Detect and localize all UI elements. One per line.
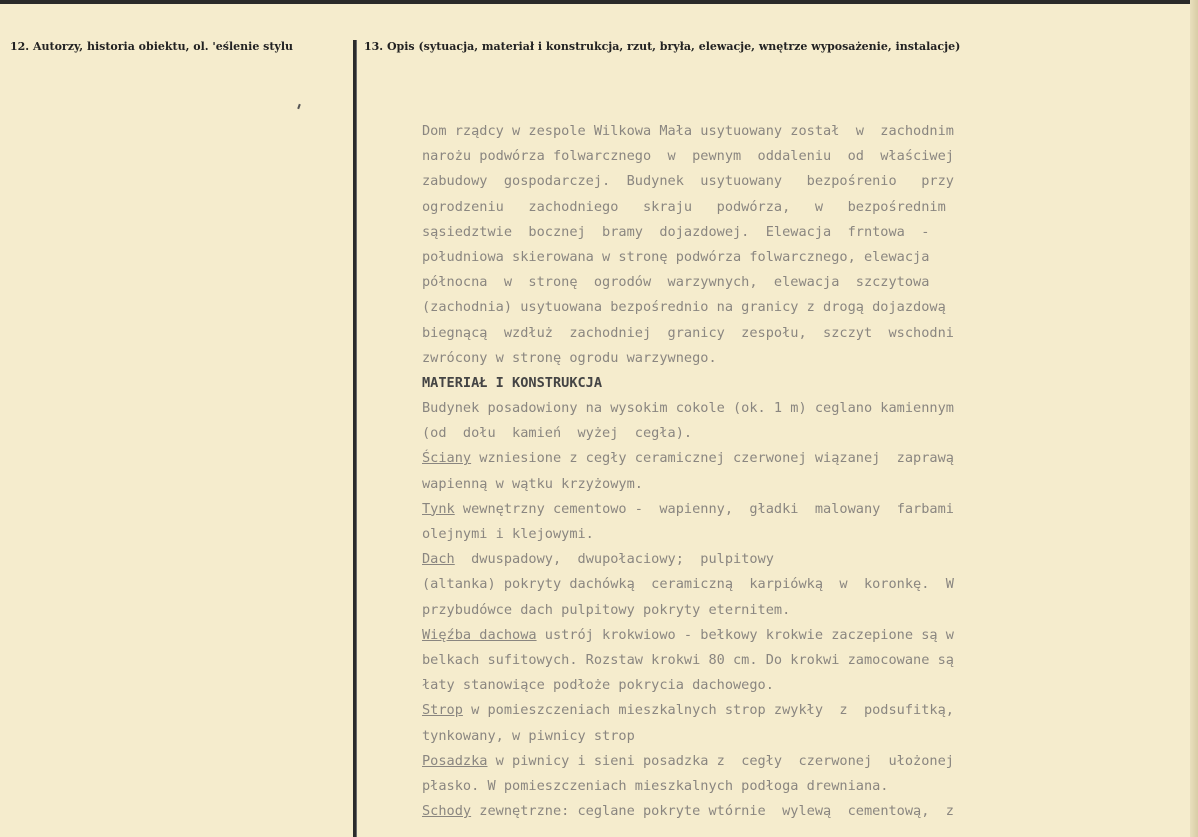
term-sciany: Ściany	[422, 450, 472, 467]
term-wiezba: Więźba dachowa	[422, 626, 537, 643]
text-segment: zewnętrzne: ceglane pokryte wtórnie wylewą cementową, z	[471, 803, 954, 820]
text-line: (zachodnia) usytuowana bezpośrednio na granicy z drogą dojazdową	[422, 299, 946, 316]
text-line: łaty stanowiące podłoże pokrycia dachowego.	[422, 677, 774, 694]
text-line	[422, 547, 1074, 572]
text-line	[422, 497, 1074, 522]
page-edge	[1190, 0, 1198, 837]
text-line: Budynek posadowiony na wysokim cokole (ok. 1 m) ceglano kamiennym	[422, 400, 954, 417]
term-posadzka: Posadzka	[422, 752, 488, 769]
text-line: zabudowy gospodarczej. Budynek usytuowany bezpośrenio przy	[422, 173, 954, 190]
term-strop: Strop	[422, 702, 463, 719]
text-line: zwrócony w stronę ogrodu warzywnego.	[422, 349, 717, 366]
text-line: belkach sufitowych. Rozstaw krokwi 80 cm. Do krokwi zamocowane są	[422, 651, 954, 668]
text-line: wapienną w wątku krzyżowym.	[422, 475, 643, 492]
text-line	[422, 749, 1074, 774]
text-line	[422, 623, 1074, 648]
text-line: płasko. W pomieszczeniach mieszkalnych podłoga drewniana.	[422, 777, 889, 794]
text-line: tynkowany, w piwnicy strop	[422, 727, 635, 744]
text-line: przybudówce dach pulpitowy pokryty eternitem.	[422, 601, 791, 618]
text-segment: w pomieszczeniach mieszkalnych strop zwykły z podsufitką,	[462, 702, 954, 719]
term-dach: Dach	[422, 551, 455, 568]
top-border	[0, 0, 1198, 4]
column-divider-inner	[356, 40, 357, 837]
text-line: Dom rządcy w zespole Wilkowa Mała usytuowany został w zachodnim	[422, 123, 954, 139]
text-segment: dwuspadowy, dwupołaciowy; pulpitowy	[454, 551, 774, 568]
term-schody: Schody	[422, 803, 472, 820]
text-line: sąsiedztwie bocznej bramy dojazdowej. Elewacja frntowa -	[422, 223, 930, 240]
text-line: biegnącą wzdłuż zachodniej granicy zespołu, szczyt wschodni	[422, 324, 954, 341]
text-line: (altanka) pokryty dachówką ceramiczną karpiówką w koronkę. W	[422, 576, 954, 593]
text-segment: wewnętrzny cementowo - wapienny, gładki malowany farbami	[454, 500, 954, 517]
text-line	[422, 446, 1074, 471]
text-line: (od dołu kamień wyżej cegła).	[422, 425, 693, 442]
text-segment: ustrój krokwiowo - bełkowy krokwie zaczepione są w	[536, 626, 954, 643]
section-heading: MATERIAŁ I KONSTRUKCJA	[422, 374, 603, 391]
description-text	[422, 119, 1074, 824]
text-segment: wzniesione z cegły ceramicznej czerwonej wiązanej zaprawą	[471, 450, 954, 467]
text-line: ogrodzeniu zachodniego skraju podwórza, w bezpośrednim	[422, 198, 946, 215]
text-line: północna w stronę ogrodów warzywnych, elewacja szczytowa	[422, 274, 930, 291]
text-line	[422, 799, 1074, 824]
text-line: południowa skierowana w stronę podwórza folwarcznego, elewacja	[422, 248, 930, 265]
text-line: narożu podwórza folwarcznego w pewnym oddaleniu od właściwej	[422, 148, 954, 165]
section-13-header: 13. Opis (sytuacja, materiał i konstrukcja, rzut, bryła, elewacje, wnętrze wyposażenie, instalacje)	[364, 40, 961, 53]
section-12-header: 12. Autorzy, historia obiektu, ol. 'eślenie stylu	[10, 40, 293, 53]
term-tynk: Tynk	[422, 500, 455, 517]
text-line	[422, 698, 1074, 723]
text-segment: w piwnicy i sieni posadzka z cegły czerwonej ułożonej	[487, 752, 954, 769]
text-line: olejnymi i klejowymi.	[422, 526, 594, 542]
paper-mark	[297, 104, 301, 109]
